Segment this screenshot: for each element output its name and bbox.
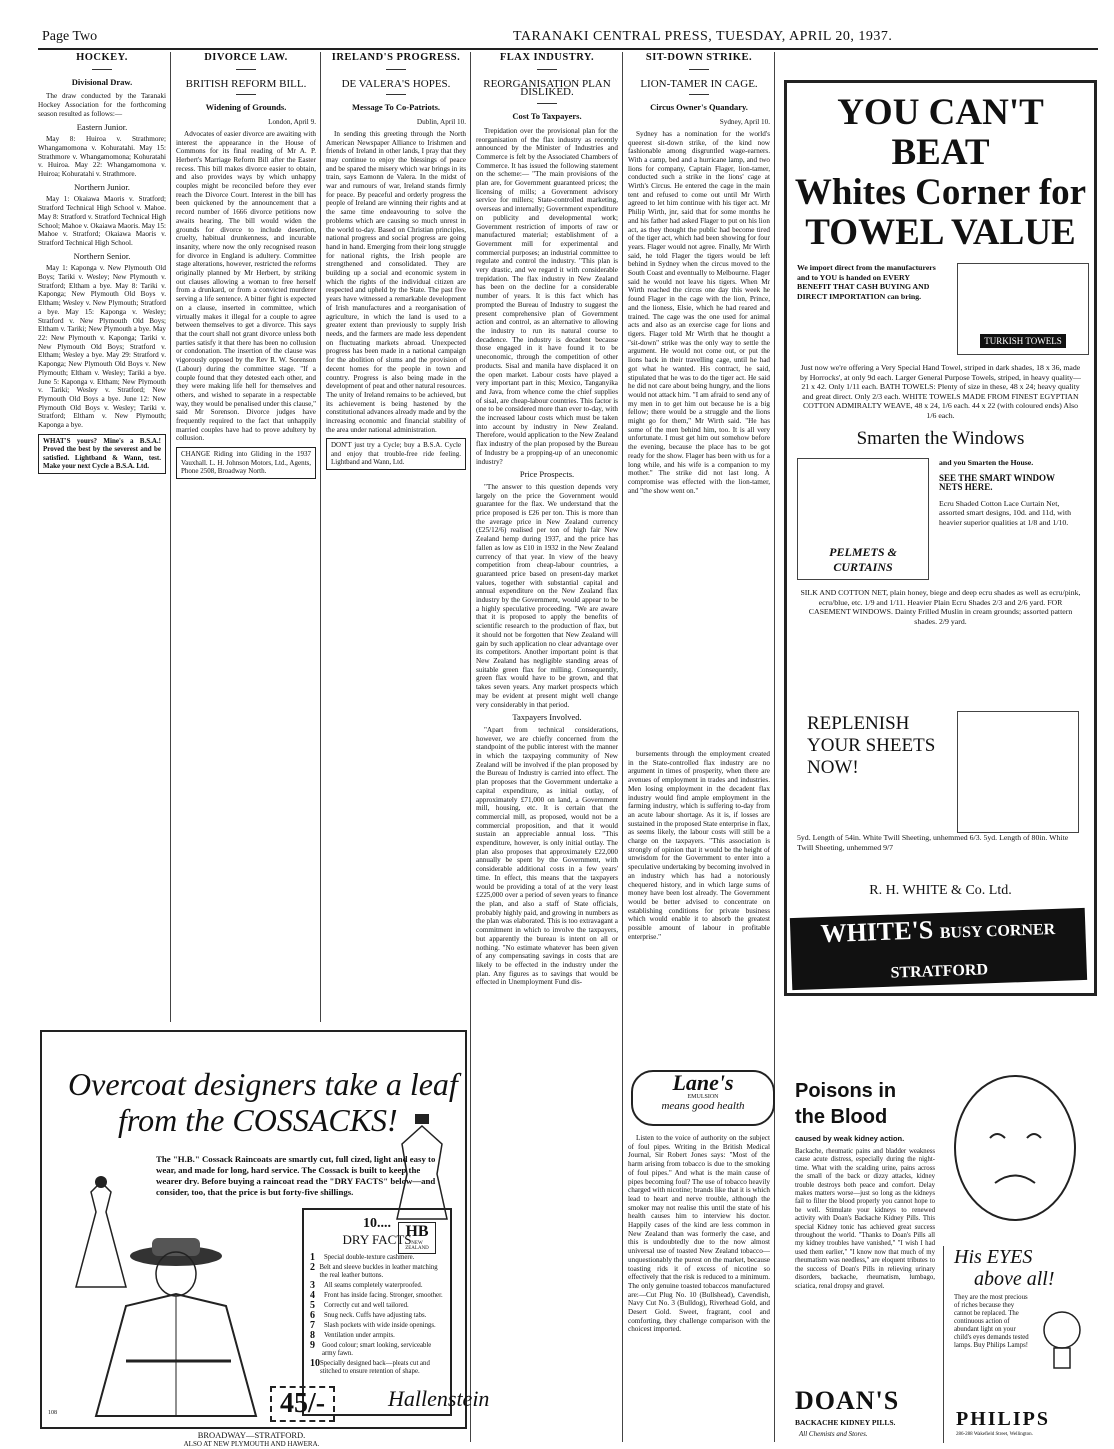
towel-prices: Just now we're offering a Very Special Hand Towel, striped in dark shades, 18 x 36, made by Horrocks', at only 9d each. Larger General Purpose Towels, striped, in heavy quality—21 x 42. Only 1/11 each. BATH TOWELS: Plenty of size in these, 48 x 24; heavy quality and great direct. Only 2/3 each. WHITE TOWELS MADE FROM FINEST EGYPTIAN COTTON ADMIRALTY WEAVE, 48 x 24, 1/6 each. 44 x 22 (with coloured ends) Also 1/6 each. xyxy=(800,363,1081,420)
dry-fact-item xyxy=(310,1342,444,1358)
headline: FLAX INDUSTRY. xyxy=(499,52,595,63)
crying-baby-illustration xyxy=(935,1068,1085,1228)
headline: HOCKEY. xyxy=(76,52,128,63)
subheadline: BRITISH REFORM BILL. xyxy=(185,77,307,90)
fact-number: 5 xyxy=(310,1300,315,1311)
dry-facts-box xyxy=(302,1208,452,1416)
divider xyxy=(236,69,256,70)
paragraph: Listen to the voice of authority on the subject of foul pipes. Writing in the British Medical Journal, Sir Robert Jones says: "Most of the harm arising from tobacco is due to the smoking of foul pipes." And what is the main cause of pipes becoming foul? The use of tobacco heavily charged with nicotine; brands like that it is which lead to heart and nerve trouble, although the smoker may not realise this until the state of his health causes him to interview his doctor. Happily cases of the kind are less common in New Zealand than was formerly the case, and this is undoubtedly due to the now almost universal use of toasted New Zealand tobacco—unquestionably the purest on the market, because toasting rids it of excess of nicotine so effectively that the risk is reduced to a minimum. The only genuine toasted tobaccos manufactured are:—Cut Plug No. 10 (Bullshead), Cavendish, Navy Cut No. 3 (Bulldog), Riverhead Gold, and Desert Gold. Sweet, fragrant, cool and comforting, they challenge comparison with the choicest imported. xyxy=(628,1134,770,1334)
headline-line: Overcoat designers take a leaf xyxy=(68,1066,458,1102)
column-rule xyxy=(774,52,775,1442)
subheadline: Cost To Taxpayers. xyxy=(512,111,582,122)
section-head: Price Prospects. xyxy=(519,469,575,480)
towels-label: TURKISH TOWELS xyxy=(980,334,1065,348)
window-illustration xyxy=(797,458,929,580)
import-text: We import direct from the manufacturers and to YOU is handed on EVERY BENEFIT THAT CASH BUYING AND DIRECT IMPORTATION can bring. xyxy=(797,263,936,301)
subheadline: Message To Co-Patriots. xyxy=(351,102,441,113)
sitdown-article xyxy=(628,52,770,742)
fact-number: 1 xyxy=(310,1252,315,1263)
facts-list xyxy=(310,1254,444,1376)
logo-text: WHITE'S xyxy=(820,915,934,949)
paragraph: May 8: Huiroa v. Strathmore; Whangamomona v. Kohuratahi. May 15: Strathmore v. Whangamomona; Kohuratahi v. Huiroa. May 22: Whangamomona v. Huiroa; Kohuratahi v. Strathmore. xyxy=(38,135,166,179)
subheadline: DE VALERA'S HOPES. xyxy=(341,77,451,90)
fact-text: Slash pockets with wide inside openings. xyxy=(324,1322,436,1329)
subheadline: REORGANISATION PLAN DISLIKED. xyxy=(483,77,611,99)
dateline: Dublin, April 10. xyxy=(416,118,466,127)
bsa-ad: WHAT'S yours? Mine's a B.S.A.! Proved the best by the severest and be satisfied. Lightband & Wann, test. Make your next Cycle a B.S.A. Ltd. xyxy=(38,434,166,474)
divorce-article xyxy=(176,52,316,742)
column-rule xyxy=(320,52,321,1022)
doans-sub: caused by weak kidney action. xyxy=(795,1134,905,1143)
dry-fact-item xyxy=(310,1282,444,1290)
smarten-sub: and you Smarten the House. xyxy=(939,458,1034,467)
cossack-body: The "H.B." Cossack Raincoats are smartly cut, full cized, light and easy to wear, and made for long, hard service. The Cossack is built to keep the wearer dry. Before buying a raincoat read the "DRY FACTS" below—and consider, too, that the price is but forty-five shillings. xyxy=(156,1154,436,1197)
doans-brand-sub: BACKACHE KIDNEY PILLS. xyxy=(795,1418,896,1427)
divider xyxy=(537,103,557,104)
doans-ad xyxy=(785,1068,1091,1443)
headline: IRELAND'S PROGRESS. xyxy=(331,52,461,63)
flax-article xyxy=(476,52,618,1442)
section-head: Northern Senior. xyxy=(73,250,131,261)
lanes-small: EMULSION xyxy=(687,1094,719,1100)
pelmets-label: PELMETS & CURTAINS xyxy=(829,545,897,574)
paragraph: Trepidation over the provisional plan for the reorganisation of the flax industry as recently announced by the Minister of Industries and Commerce is felt by the Associated Chambers of Commerce. It has issued the following statement on the scheme:— "The main provisions of the plan are, for Government guaranteed prices; the licensing of mills; a Government advisory service for millers; State-controlled marketing, overseas and internally; Government expenditure on publicity and developmental work; Government restriction of imports of raw or manufactured material; establishment of a Government mill for experimental and commercial purposes; an industrial committee to regulate and control the industry. "This plan is very drastic, and we regard it with considerable trepidation. The flax industry in New Zealand has been on the decline for a considerable number of years. It is this fact which has prompted the Bureau of Industry to suggest the present comprehensive plan of Government action and control, as an alternative to allowing the industry to run its natural course to decadence. The industry is decadent because those engaged in it have found it to be uneconomic, through the competition of other products. Sisal and manila have displaced it on the open market. Labour costs have played a very important part in this; Mexico, Tanganyika and Java, from whence come the chief supplies of sisal, are cheap-labour countries. This factor is one to be considered more than ever to-day, with the increased labour costs which must be taken into account by industry in New Zealand. Therefore, would application to the New Zealand flax industry of the plan proposed by the Bureau of Industry be a propping-up of an uneconomic industry? xyxy=(476,126,618,466)
dry-fact-item xyxy=(310,1312,444,1320)
dry-fact-item xyxy=(310,1302,444,1310)
lanes-brand: Lane's xyxy=(672,1070,734,1095)
ad-footer: ALSO AT NEW PLYMOUTH AND HAWERA. xyxy=(183,1440,320,1448)
fact-number: 3 xyxy=(310,1280,315,1291)
paragraph: Advocates of easier divorce are awaiting with interest the appearance in the House of Commons for its final reading of Mr A. P. Herbert's Marriage Reform Bill after the Easter recess. This bill makes divorce easier to obtain, and also provides ways by which unhappy couples might be reconciled before they ever reach the Divorce Court. Interest in the bill has been quickened by the announcement that a record number of 1666 divorce petitions now awaits hearing. The bill would widen the grounds for divorce to include desertion, cruelty, habitual drunkenness, and incurable insanity, where now the only recognised reason for divorce in England is adultery. Committee stage alterations, however, restricted the reforms originally planned by Mr Herbert, by striking out clauses allowing a woman to free herself from a drunkard, or from a convicted murderer serving a life sentence. A bitter fight is expected on a clause, inserted in committee, which virtually makes it illegal for a couple to agree between themselves to get a divorce. This says that the court shall not grant divorce unless both parties satisfy it that there has been no collusion or condonation. The insertion of the clause was vigorously opposed by the Rev R. W. Sorenson (Labour) during the committee stage. "If a couple found that they detested each other, and they were making life hell for themselves and others, and wished to separate in a respectable way, they would be penalised under this clause," said Mr Sorenson. Divorce judges have frequently required to the fact that unhappily married couples have had to prove adultery by collusion. xyxy=(176,129,316,443)
fact-number: 4 xyxy=(310,1290,315,1301)
whites-headline xyxy=(787,93,1094,253)
flax-continued xyxy=(628,750,770,1062)
paragraph: May 1: Okaiawa Maoris v. Stratford; Stratford Technical High School v. Mahoe. May 8: Stratford v. Stratford Technical High School; Mahoe v. Okaiawa Maoris. May 15: Mahoe v. Stratford; Okaiawa Maoris v. Stratford Technical High School. xyxy=(38,195,166,247)
nets-heading: SEE THE SMART WINDOW NETS HERE. xyxy=(939,472,1055,492)
headline: DIVORCE LAW. xyxy=(204,52,288,63)
philips-head: above all! xyxy=(974,1268,1055,1290)
doans-body: Backache, rheumatic pains and bladder weakness cause acute distress, especially during the night-time. What with the scalding urine, pains across the small of the back or dizzy attacks, kidney trouble destroys both peace and comfort. Delay makes matters worse—just so long as the kidneys fail to filter the blood properly you cannot hope to be well. Stimulate your kidneys to renewed activity with Doan's Backache Kidney Pills. This special Kidney tonic has achieved great success throughout the world. "Thanks to Doan's Pills all my kidney troubles have vanished," "I wish I had used them earlier," "I know now that much of my rheumatism was needless," are eloquent tributes to the success of Doan's Pills in relieving urinary disorders, backache, rheumatism, lumbago, sciatica, renal dropsy and gravel. xyxy=(795,1148,935,1290)
headline-line: TOWEL VALUE xyxy=(805,212,1076,253)
page-number: Page Two xyxy=(42,29,98,44)
busy-corner-logo xyxy=(790,908,1087,990)
dry-fact-item xyxy=(310,1264,444,1280)
bsa-cycle-ad: DON'T just try a Cycle; buy a B.S.A. Cycle and enjoy that trouble-free ride feeling. Lightband and Wann, Ltd. xyxy=(326,438,466,470)
dry-fact-item xyxy=(310,1292,444,1300)
ad-footer: BROADWAY—STRATFORD. xyxy=(197,1430,306,1440)
subheadline: Widening of Grounds. xyxy=(205,102,287,113)
dateline: London, April 9. xyxy=(268,118,316,127)
price-tag: 45/- xyxy=(270,1386,335,1422)
hb-sub: NEW ZEALAND xyxy=(405,1241,429,1251)
paragraph: "Apart from technical considerations, however, we are chiefly concerned from the standpoint of the public interest with the manner in which the taxpaying community of New Zealand will be involved if the plan proposed by the Bureau of Industry is carried into effect. The plan proposes that the Government undertake a capital expenditure, as initial outlay, of approximately £71,000 on land, a Government mill, housing, etc. It is certain that the commercial mill, as proposed, would not be a commercial proposition, and that it would sustain an appreciable annual loss. "This expenditure, however, is only initial outlay. The plan also proposes that approximately £22,000 annually be spent by the Government, with considerable additional costs in a few years' time. In effect, this means that the taxpayers would be providing a total of at the very least £225,000 over a period of seven years to finance the plan, and also a staff of State officials, probably highly paid, and growing in numbers as the plan was elaborated. This is too extravagant a commitment in which to involve the taxpayers, but apparently the bureau is intent on all or nothing. "No estimate whatever has been given of any compensating savings in costs that are likely to be effected in the industry under the plan. Any figures as to savings that would be effected in Unemployment Fund dis- xyxy=(476,725,618,987)
dry-fact-item xyxy=(310,1332,444,1340)
philips-brand: PHILIPS xyxy=(956,1408,1051,1430)
doans-brand: DOAN'S xyxy=(795,1386,900,1415)
fact-text: Special double-texture cashmere. xyxy=(324,1254,415,1261)
philips-head: His EYES xyxy=(954,1246,1033,1268)
hockey-article xyxy=(38,52,166,742)
smarten-headline: Smarten the Windows xyxy=(856,428,1025,449)
vauxhall-ad: CHANGE Riding into Gliding in the 1937 Vauxhall. L. H. Johnson Motors, Ltd., Agents, Phone 2508, Broadway North. xyxy=(176,447,316,479)
facts-title: 10.... xyxy=(363,1216,391,1231)
paragraph: May 1: Kaponga v. New Plymouth Old Boys; Tariki v. Wesley; New Plymouth v. Stratford; Eltham a bye. May 8: Tariki v. Kaponga; New Plymouth Old Boys v. Eltham; Wesley v. New Plymouth; Stratford a bye. May 15: Kaponga v. Wesley; Stratford v. New Plymouth Old Boys; Eltham v. Tariki; New Plymouth a bye. May 22: New Plymouth v. Kaponga; Tariki v. New Plymouth Old Boys; Stratford v. Eltham; Wesley a bye. May 29: Stratford v. Kaponga; New Plymouth Old Boys v. New Plymouth; Eltham v. Wesley; Tariki a bye. June 5: Kaponga v. Eltham; New Plymouth v. Tariki; Wesley v. Stratford; New Plymouth Old Boys a bye. June 12: New Plymouth Old Boys v. Wesley; Tariki v. Stratford; Eltham v. New Plymouth; Kaponga a bye. xyxy=(38,264,166,430)
hallenstein-logo: Hallenstein xyxy=(388,1386,490,1411)
divider xyxy=(537,69,557,70)
dry-fact-item xyxy=(310,1254,444,1262)
fact-number: 6 xyxy=(310,1310,315,1321)
subheadline: Divisional Draw. xyxy=(71,76,133,87)
logo-text: STRATFORD xyxy=(890,961,989,982)
sheets-illustration xyxy=(957,711,1079,833)
philips-ad xyxy=(943,1246,1092,1443)
paragraph: Sydney has a nomination for the world's queerest sit-down strike, of the kind now fashionable among disgruntled wage-earners. With a camp, bed and a hurricane lamp, and two lions for company, Captain Flager, lion-tamer, conducted such a strike in the lions' cage at Wirth's Circus. He entered the cage in the main tent and refused to come out until Mr Wirth agreed to let him continue with his tiger act. Mr Philip Wirth, jnr, said that for some months he and his father had asked Flager to put on his lion act, as they thought the public had become tired of the tiger act, which had been showing for four years. Flager would not agree. Finally, Mr Wirth said, he told Flager the tigers would be left behind in Sydney when the circus moved to the South Coast and eventually to Melbourne. Flager said he would not leave his tigers. When Mr Wirth reached the circus one day this week he found Flager in the cage with the lion, Prince, and the lioness, Elsie, which he had reared and trained. The cage was the one used for animal acts and also as an exercise cage for lions and tigers. Flager told Mr Wirth that he thought a "sit-down" strike was the only way to settle the argument. He would not come out, or put the lions back in their travelling cage, until he had got what he wanted. His contract, he said, stipulated that he was to do the tiger act. He said he did not care about being hungry, and the lions would not attack him. "I am afraid to send any of my men in to get him out because he is a big fellow; there would be a struggle and the lions might go for them," Mr Wirth said. "He has some of the men behind him, too. It is all very unfortunate. I must get him out somehow before the evening, because the place has to be got ready for the show. Flager has been with us for a long while, and his wife is a companion to my mother." The strike did not last long. A compromise was effected with the lion-tamer, and "the show went on." xyxy=(628,129,770,495)
lamp-bulb-icon xyxy=(1040,1306,1084,1386)
ireland-article xyxy=(326,52,466,742)
lanes-emulsion-ad xyxy=(631,1070,775,1126)
divider xyxy=(92,69,112,70)
fact-text: Belt and sleeve buckles in leather matching the real leather buttons. xyxy=(319,1264,438,1279)
paragraph: "The answer to this question depends very largely on the price the Government would guarantee for the flax. We understand that the price proposed is £26 per ton. This is more than the average price in New Zealand currency (£25/12/6) realised per ton of high fair New Zealand hemp during 1937, and the price has fallen as low as £10 in 1932 in the New Zealand currency of that year. In view of the heavy competition from cheap-labour countries, a guaranteed price based on present-day market values, together with substantial capital and annual expenditure on the New Zealand flax industry by the Government, would appear to be a highly speculative proceeding. "We are aware that it is proposed to apply the benefits of scientific research to the production of flax, but it should not be forgotten that New Zealand will gain by such application no clear advantage over its competitors. Another important point is that New Zealand has negligible standing areas of suitable green flax for milling. Consequently, green flax would have to be grown, and that takes seven years. Any market prospects which may be evident at present might well change very considerably in that period. xyxy=(476,482,618,709)
column-rule xyxy=(622,52,623,1442)
section-head: Northern Junior. xyxy=(74,181,130,192)
fact-number: 10 xyxy=(310,1358,320,1369)
towels-image xyxy=(957,263,1089,355)
philips-body: They are the most precious of riches because they cannot be replaced. The continuous action of abundant light on your child's eyes demands tested lamps. Buy Philips Lamps! xyxy=(954,1294,1029,1349)
silk-net-text: SILK AND COTTON NET, plain honey, biege and deep ecru shades as well as ecru/pink, ecru/blue, etc. 1/9 and 1/11. Heavier Plain Ecru Shades 2/3 and 2/6 yard. FOR CASEMENT WINDOWS. Dainty Frilled Muslin in cream grounds; assorted pattern shades. 2/9 yard. xyxy=(800,588,1081,626)
divider xyxy=(236,94,256,95)
section-head: Taxpayers Involved. xyxy=(512,712,582,723)
tobacco-article xyxy=(628,1134,770,1439)
doans-chemists: All Chemists and Stores. xyxy=(799,1430,868,1438)
headline-line: YOU CAN'T BEAT xyxy=(837,92,1044,173)
whites-corner-ad xyxy=(784,80,1097,996)
subheadline: Circus Owner's Quandary. xyxy=(650,102,748,113)
dateline: Sydney, April 10. xyxy=(719,118,770,127)
fact-text: All seams completely waterproofed. xyxy=(324,1282,423,1289)
fact-number: 9 xyxy=(310,1340,315,1351)
subheadline: LION-TAMER IN CAGE. xyxy=(640,77,758,90)
hb-letters: HB xyxy=(405,1223,429,1240)
fact-number: 2 xyxy=(310,1262,315,1273)
headline-line: from the COSSACKS! xyxy=(118,1102,398,1138)
paragraph: In sending this greeting through the North American Newspaper Alliance to Irishmen and friends of Ireland in other lands, I pray that they may continue to enjoy the blessings of peace and be spared the misery which war brings in its train, says Eamonn de Valera. In the midst of war and rumours of war, Ireland stands firmly for peace. By peaceful and orderly progress the people of Ireland are winning their rights and at the same time endeavouring to solve the problems which are causing so much unrest in the world to-day. Based on Christian principles, national progress and social progress are going hand in hand. Emerging from their long struggle for national rights, the Irish people are strengthened and consolidated. They are building up a social and economic system in which the rights of the individual citizen are respected and upheld by the State. The past five years have witnessed a remarkable development of Irish manufactures and a reorganisation of agriculture, in which the land is used to a greater extent than previously to supply Irish needs, and the farmers are made less dependent on fluctuating markets abroad. Unexpected progress has been made in a national campaign for the abolition of slums and the provision of decent homes for the people in town and country. Progress is also being made in the development of peat and other natural resources. The unity of Ireland remains to be achieved, but its achievement is being hastened by the constitutional advances already made and by the increasing economic and financial stability of the area under national administration. xyxy=(326,129,466,434)
dry-fact-item xyxy=(310,1322,444,1330)
dry-fact-item xyxy=(310,1360,444,1376)
facts-label: DRY FACTS xyxy=(342,1232,412,1247)
firm-name: R. H. WHITE & Co. Ltd. xyxy=(869,883,1012,898)
fact-text: Snug neck. Cuffs have adjusting tabs. xyxy=(324,1312,427,1319)
divider xyxy=(386,69,406,70)
ad-code: 108 xyxy=(48,1410,57,1416)
headline-line: Whites Corner for xyxy=(794,172,1087,213)
paragraph: bursements through the employment created in the State-controlled flax industry are no argument in times of prosperity, when there are avenues of employment in trades and industries. Men losing employment in the decadent flax industry would find ample employment in the farming industry, which is suffering to-day from an acute labour shortage. As it is, if losses are sustained in the proposed State enterprise in flax, as seems likely, the labour costs will still be a charge on the taxpayers. "This association is strongly of opinion that it would be the height of unwisdom for the Government to enter into a speculative undertaking by becoming involved in an industry which has had a notoriously chequered history, and in which large sums of money have been lost already. The Government would be better advised to concentrate on establishing conditions for private business which would enable it to absorb the greatest possible amount of labour in profitable enterprise." xyxy=(628,750,770,941)
fact-text: Specially designed back—pleats cut and stitched to ensure retention of shape. xyxy=(320,1360,430,1375)
doans-headline: Poisons in the Blood xyxy=(795,1080,897,1128)
fact-number: 8 xyxy=(310,1330,315,1341)
replenish-headline: REPLENISH YOUR SHEETS NOW! xyxy=(807,713,936,778)
paragraph: The draw conducted by the Taranaki Hockey Association for the forthcoming season resulted as follows:— xyxy=(38,92,166,118)
fact-text: Good colour; smart looking, serviceable army fawn. xyxy=(322,1342,432,1357)
sheets-text: 5yd. Length of 54in. White Twill Sheeting, unhemmed 6/3. 5yd. Length of 80in. White Twill Sheeting, unhemmed 9/7 xyxy=(797,833,1069,852)
masthead xyxy=(38,28,1098,50)
philips-address: 286-288 Wakefield Street, Wellington. xyxy=(956,1432,1033,1437)
raincoat-man-illustration xyxy=(56,1236,286,1418)
lace-text: Ecru Shaded Cotton Lace Curtain Net, assorted smart designs, 10d. and 11d, with heavier superior qualities at 1/8 and 1/10. xyxy=(939,498,1072,527)
section-head: Eastern Junior. xyxy=(76,121,128,132)
headline: SIT-DOWN STRIKE. xyxy=(645,52,753,63)
divider xyxy=(689,69,709,70)
divider xyxy=(386,94,406,95)
masthead-title: TARANAKI CENTRAL PRESS, TUESDAY, APRIL 20, 1937. xyxy=(513,29,893,44)
fact-text: Ventilation under armpits. xyxy=(324,1332,395,1339)
fact-text: Correctly cut and well tailored. xyxy=(324,1302,409,1309)
hallenstein-ad xyxy=(40,1030,467,1429)
fact-number: 7 xyxy=(310,1320,315,1331)
column-rule xyxy=(470,52,471,1442)
divider xyxy=(689,94,709,95)
fact-text: Front has inside facing. Stronger, smoother. xyxy=(324,1292,443,1299)
lanes-tagline: means good health xyxy=(661,1100,745,1112)
column-rule xyxy=(170,52,171,1022)
logo-text: BUSY CORNER xyxy=(939,920,1056,942)
